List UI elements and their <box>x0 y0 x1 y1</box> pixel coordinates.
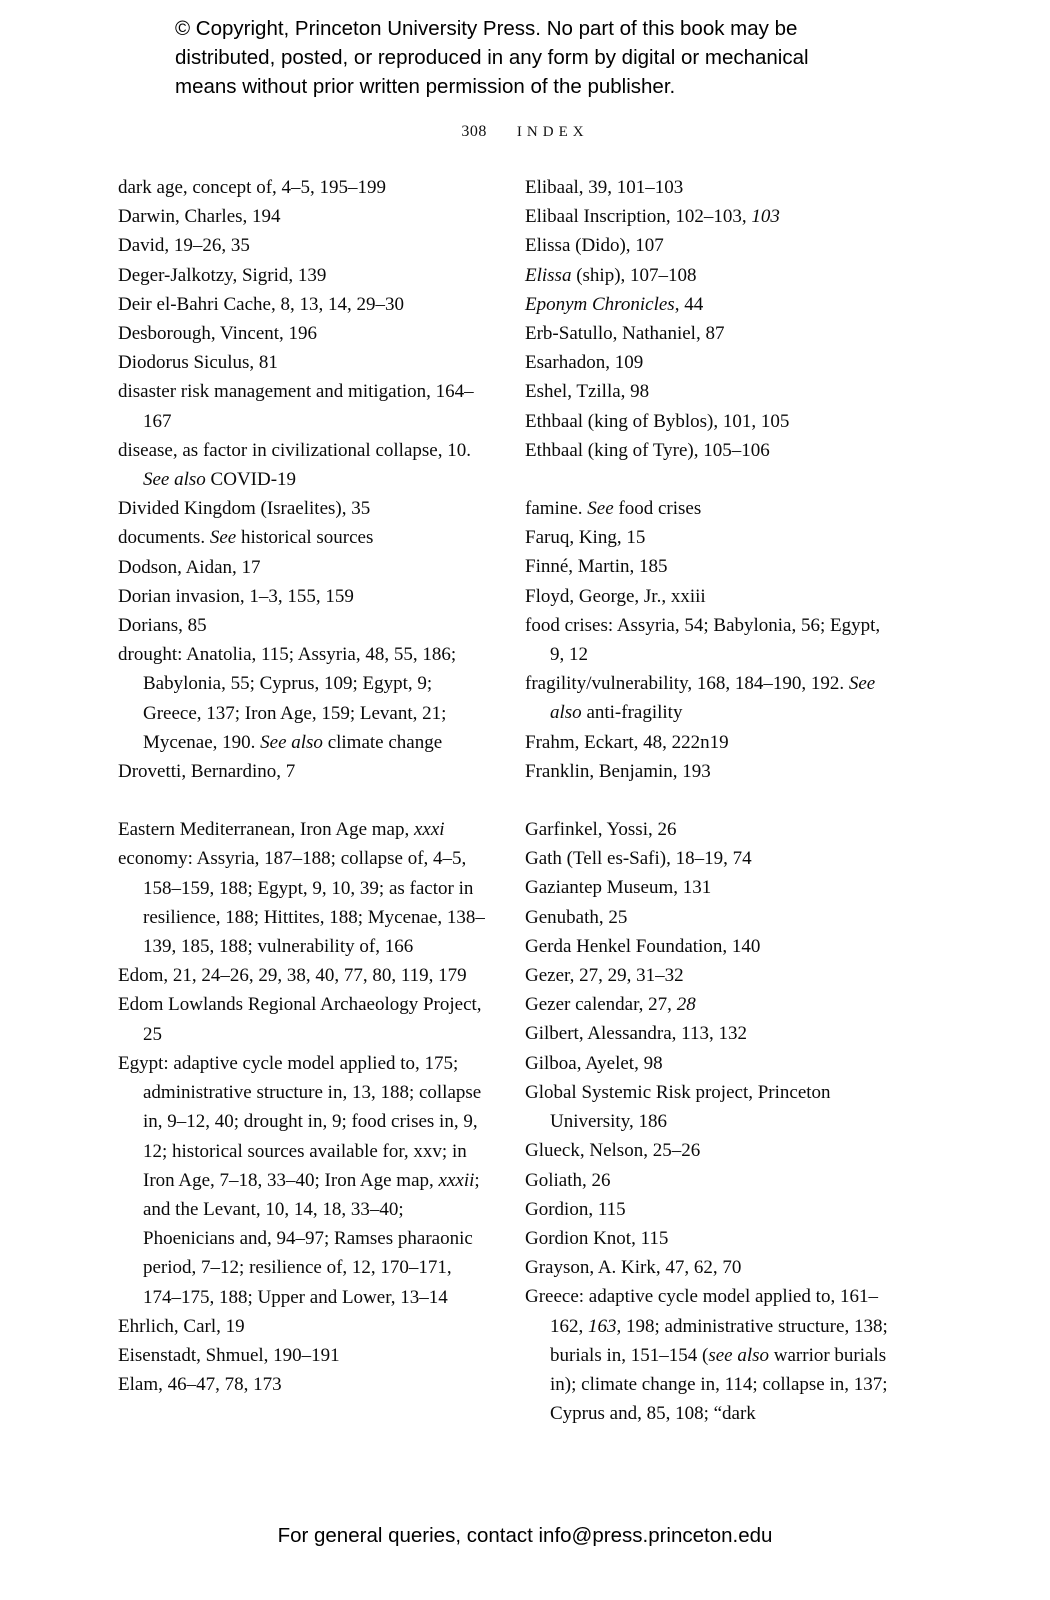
entry-text: Eastern Mediterranean, Iron Age map, <box>118 819 414 841</box>
index-entry <box>118 377 489 435</box>
entry-text: Elibaal Inscription, 102–103, <box>525 206 752 228</box>
entry-text-italic: 103 <box>751 206 780 228</box>
entry-text: Glueck, Nelson, 25–26 <box>525 1140 701 1162</box>
entry-text: Frahm, Eckart, 48, 222n19 <box>525 731 729 753</box>
entry-text: Dorian invasion, 1–3, 155, 159 <box>118 585 354 607</box>
entry-text: Gordion Knot, 115 <box>525 1227 669 1249</box>
entry-text: Gezer calendar, 27, <box>525 994 677 1016</box>
entry-text-italic: See <box>209 527 237 549</box>
index-entry <box>525 844 896 873</box>
entry-text: (ship), 107–108 <box>571 264 697 286</box>
index-column-right <box>525 173 896 1428</box>
entry-text: ; and the Levant, 10, 14, 18, 33–40; Phoenicians and, 94–97; Ramses pharaonic period, 7–12; resilience of, 12, 170–171, 174–175, 188; Upper and Lower, 13–14 <box>143 1169 480 1308</box>
entry-text: Esarhadon, 109 <box>525 352 644 374</box>
entry-text: food crises <box>613 498 702 520</box>
entry-text: dark age, concept of, 4–5, 195–199 <box>118 177 387 198</box>
footer-contact-line: For general queries, contact info@press.princeton.edu <box>277 1524 773 1547</box>
entry-text: Grayson, A. Kirk, 47, 62, 70 <box>525 1257 742 1279</box>
index-entry <box>525 261 896 290</box>
entry-text: , 44 <box>674 293 704 315</box>
entry-text: Elibaal, 39, 101–103 <box>525 177 684 198</box>
entry-text-italic: Eponym Chronicles <box>525 293 675 315</box>
index-entry <box>118 640 489 757</box>
index-entry <box>525 1253 896 1282</box>
entry-text: , 198; administrative structure, 138; burials in, 151–154 ( <box>550 1315 888 1366</box>
index-entry <box>525 582 896 611</box>
entry-text: Gaziantep Museum, 131 <box>525 877 712 899</box>
index-entry <box>118 961 489 990</box>
index-entry <box>525 1078 896 1136</box>
entry-text: Gezer, 27, 29, 31–32 <box>525 965 684 987</box>
entry-text-italic: See also <box>260 731 323 753</box>
entry-text: Gordion, 115 <box>525 1198 626 1220</box>
entry-text-italic: See also <box>550 673 876 724</box>
entry-text: Gath (Tell es-Safi), 18–19, 74 <box>525 848 752 870</box>
entry-text: Elam, 46–47, 78, 173 <box>118 1374 282 1396</box>
index-entry <box>118 231 489 260</box>
copyright-notice: © Copyright, Princeton University Press. No part of this book may be distributed, posted, or reproduced in any form by digital or mechanical means without prior written permission of the publisher. <box>175 17 809 98</box>
index-entry <box>525 523 896 552</box>
entry-text: Eisenstadt, Shmuel, 190–191 <box>118 1344 340 1366</box>
entry-text: disease, as factor in civilizational collapse, 10. <box>118 439 471 461</box>
entry-text: Floyd, George, Jr., xxiii <box>525 585 706 607</box>
entry-text: Gilboa, Ayelet, 98 <box>525 1052 663 1074</box>
entry-text: drought: Anatolia, 115; Assyria, 48, 55, 186; Babylonia, 55; Cyprus, 109; Egypt, 9; Greece, 137; Iron Age, 159; Levant, 21; Mycenae, 190. <box>118 644 457 753</box>
page-header <box>0 123 1050 141</box>
index-letter-group <box>525 173 896 465</box>
index-letter-group <box>525 815 896 1428</box>
entry-text-italic: xxxii <box>438 1169 475 1191</box>
entry-text: Deger-Jalkotzy, Sigrid, 139 <box>118 264 327 286</box>
index-entry <box>525 611 896 669</box>
index-column-left <box>118 173 489 1428</box>
entry-text: Diodorus Siculus, 81 <box>118 352 278 374</box>
entry-text: warrior burials in); climate change in, 114; collapse in, 137; Cyprus and, 85, 108; “dark <box>550 1344 888 1425</box>
index-entry <box>118 990 489 1048</box>
index-entry <box>525 348 896 377</box>
entry-text: food crises: Assyria, 54; Babylonia, 56; Egypt, 9, 12 <box>525 614 881 666</box>
index-entry <box>525 903 896 932</box>
entry-text: Edom Lowlands Regional Archaeology Project, 25 <box>118 994 482 1045</box>
index-entry <box>118 1370 489 1399</box>
entry-text: Global Systemic Risk project, Princeton University, 186 <box>525 1081 831 1133</box>
entry-text: Divided Kingdom (Israelites), 35 <box>118 498 371 520</box>
index-entry <box>118 290 489 319</box>
index-entry <box>525 494 896 523</box>
index-entry <box>525 377 896 406</box>
index-entry <box>525 202 896 231</box>
entry-text: disaster risk management and mitigation, 164–167 <box>118 381 474 432</box>
entry-text: Egypt: adaptive cycle model applied to, 175; administrative structure in, 13, 188; collapse in, 9–12, 40; drought in, 9; food crises in, 9, 12; historical sources available for, xxv; in Iron Age, 7–18, 33–40; Iron Age map, <box>118 1052 482 1191</box>
entry-text: Franklin, Benjamin, 193 <box>525 760 711 782</box>
index-entry <box>525 932 896 961</box>
index-entry <box>525 1282 896 1428</box>
entry-text: Gilbert, Alessandra, 113, 132 <box>525 1023 747 1045</box>
index-entry <box>118 261 489 290</box>
entry-text: fragility/vulnerability, 168, 184–190, 192. <box>525 673 849 695</box>
index-entry <box>118 582 489 611</box>
entry-text: Darwin, Charles, 194 <box>118 206 281 228</box>
entry-text: Genubath, 25 <box>525 906 628 928</box>
entry-text: Erb-Satullo, Nathaniel, 87 <box>525 323 725 345</box>
index-entry <box>525 436 896 465</box>
entry-text: COVID-19 <box>205 469 297 491</box>
index-entry <box>525 1224 896 1253</box>
entry-text: Greece: adaptive cycle model applied to, 161–162, <box>525 1286 878 1337</box>
index-entry <box>525 990 896 1019</box>
index-entry <box>118 1312 489 1341</box>
entry-text: climate change <box>322 731 443 753</box>
section-title: INDEX <box>516 124 589 140</box>
entry-text-italic: See also <box>143 469 206 491</box>
index-entry <box>525 961 896 990</box>
index-letter-group <box>118 173 489 786</box>
entry-text: Dorians, 85 <box>118 615 207 637</box>
index-entry <box>525 407 896 436</box>
entry-text-italic: Elissa <box>525 264 572 286</box>
index-entry <box>525 1195 896 1224</box>
entry-text: Drovetti, Bernardino, 7 <box>118 761 296 783</box>
entry-text: Edom, 21, 24–26, 29, 38, 40, 77, 80, 119, 179 <box>118 965 467 987</box>
index-entry <box>525 173 896 202</box>
index-entry <box>525 290 896 319</box>
index-entry <box>118 348 489 377</box>
entry-text: documents. <box>118 527 210 549</box>
index-entry <box>118 523 489 552</box>
entry-text: Gerda Henkel Foundation, 140 <box>525 935 761 957</box>
entry-text-italic: 163 <box>588 1315 617 1337</box>
index-entry <box>118 815 489 844</box>
index-entry <box>525 815 896 844</box>
entry-text: Elissa (Dido), 107 <box>525 235 664 257</box>
entry-text: Ethbaal (king of Byblos), 101, 105 <box>525 410 790 432</box>
index-entry <box>525 669 896 727</box>
index-entry <box>118 844 489 961</box>
index-entry <box>118 757 489 786</box>
index-entry <box>118 319 489 348</box>
index-entry <box>525 728 896 757</box>
entry-text: Desborough, Vincent, 196 <box>118 323 318 345</box>
entry-text: Dodson, Aidan, 17 <box>118 556 261 578</box>
index-entry <box>118 173 489 202</box>
page-number: 308 <box>461 123 487 140</box>
index-letter-group <box>118 815 489 1399</box>
entry-text: Deir el-Bahri Cache, 8, 13, 14, 29–30 <box>118 293 404 315</box>
index-entry <box>525 1166 896 1195</box>
entry-text: famine. <box>525 498 588 520</box>
index-entry <box>525 231 896 260</box>
index-entry <box>118 494 489 523</box>
index-entry <box>118 202 489 231</box>
entry-text: Finné, Martin, 185 <box>525 556 668 578</box>
entry-text-italic: 28 <box>676 994 696 1016</box>
index-entry <box>118 611 489 640</box>
entry-text: Ehrlich, Carl, 19 <box>118 1315 245 1337</box>
entry-text: historical sources <box>236 527 374 549</box>
entry-text-italic: xxxi <box>413 819 445 841</box>
entry-text: economy: Assyria, 187–188; collapse of, 4–5, 158–159, 188; Egypt, 9, 10, 39; as factor in resilience, 188; Hittites, 188; Mycenae, 138–139, 185, 188; vulnerability of, 166 <box>118 848 485 958</box>
entry-text: David, 19–26, 35 <box>118 235 250 257</box>
entry-text: Ethbaal (king of Tyre), 105–106 <box>525 439 770 461</box>
index-entry <box>525 757 896 786</box>
entry-text: Faruq, King, 15 <box>525 527 646 549</box>
entry-text: Eshel, Tzilla, 98 <box>525 381 650 403</box>
entry-text: Garfinkel, Yossi, 26 <box>525 819 677 841</box>
index-entry <box>525 1049 896 1078</box>
index-content <box>118 173 896 1428</box>
index-entry <box>525 1019 896 1048</box>
index-entry <box>525 1136 896 1165</box>
index-entry <box>118 1341 489 1370</box>
entry-text-italic: see also <box>708 1344 770 1366</box>
entry-text: Goliath, 26 <box>525 1169 611 1191</box>
index-entry <box>118 1049 489 1312</box>
index-entry <box>118 553 489 582</box>
index-entry <box>525 873 896 902</box>
index-letter-group <box>525 494 896 786</box>
entry-text-italic: See <box>587 498 614 520</box>
index-entry <box>525 319 896 348</box>
entry-text: anti-fragility <box>581 702 683 724</box>
index-entry <box>525 552 896 581</box>
index-entry <box>118 436 489 494</box>
